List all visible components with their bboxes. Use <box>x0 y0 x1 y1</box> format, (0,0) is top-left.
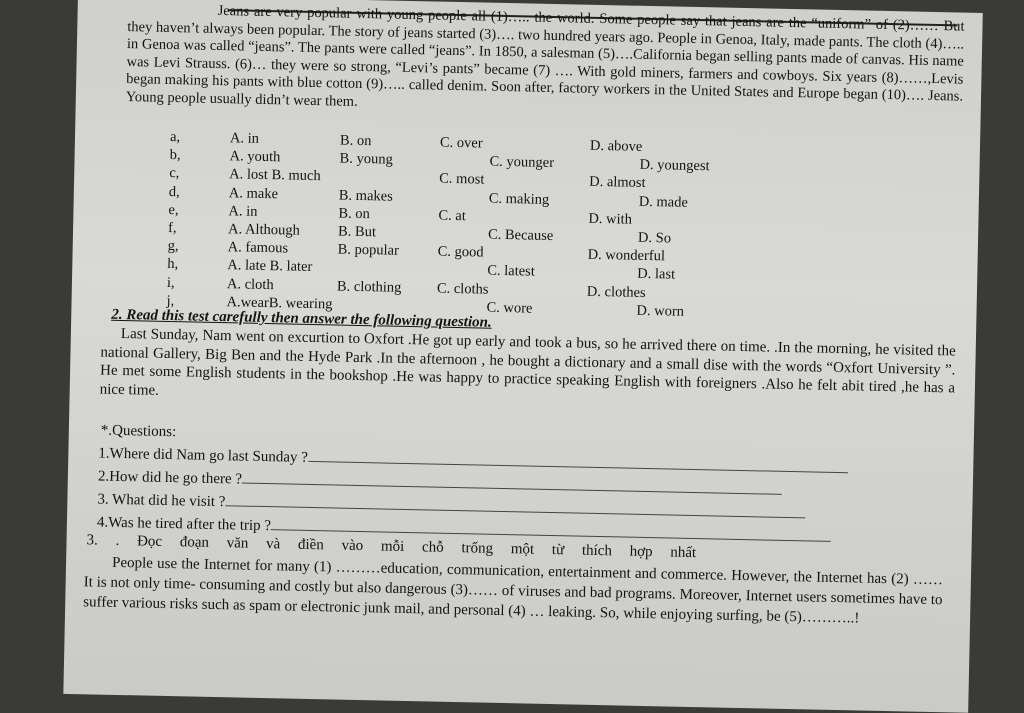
option-d: D. made <box>638 193 689 211</box>
option-a: A. in <box>228 202 258 220</box>
option-label: i, <box>166 274 175 291</box>
option-label: c, <box>169 165 180 182</box>
option-label: g, <box>167 238 179 255</box>
answer-line-1[interactable] <box>308 447 848 473</box>
option-a: A. Although <box>227 221 300 239</box>
option-c: C. good <box>437 243 484 261</box>
option-d: D. above <box>589 137 643 155</box>
option-a: A. in <box>229 130 260 147</box>
option-c: C. at <box>438 207 466 224</box>
option-a: A. youth <box>229 148 281 166</box>
option-label: h, <box>167 256 179 273</box>
questions-heading: *.Questions: <box>100 422 177 441</box>
option-label: b, <box>169 147 181 164</box>
option-d: D. with <box>588 210 633 228</box>
option-b: B. young <box>339 150 393 168</box>
option-c: C. younger <box>489 153 555 172</box>
option-a: A. make <box>228 184 279 202</box>
option-b: B. on <box>338 205 371 222</box>
option-c: C. most <box>439 170 485 188</box>
question-2: 2.How did he go there ? <box>98 466 918 506</box>
nam-passage: Last Sunday, Nam went on excurtion to Oxfort .He got up early and took a bus, so he arrived there on time. .In the morning, he visited the national Gallery, Big Ben and the Hyde Park .In the afternoon , he bought a dictionary and a small dise with the words “Oxfort University ”. He met some English students in the bookshop .He was happy to practice speaking English with foreigners .Also he felt abit tired ,he has a nice time. <box>99 325 956 399</box>
option-d: D. last <box>637 266 676 283</box>
option-a: A. late B. later <box>227 257 313 276</box>
internet-passage: People use the Internet for many (1) ………education, communication, entertainment and commerce. However, the Internet has (2) …… It is not only time- consuming and costly but also dangerous (3)…… of viruses and bad programs. Moreover, Internet users sometimes have to suffer various risks such as spam or electronic junk mail, and personal (4) … leaking. So, while enjoying surfing, be (5)………..! <box>83 554 944 627</box>
option-label: d, <box>168 183 180 200</box>
question-1: 1.Where did Nam go last Sunday ? <box>98 443 918 483</box>
option-c: C. Because <box>487 226 554 244</box>
option-label: j, <box>166 292 175 309</box>
section-2-title: 2. Read this test carefully then answer the following question. <box>111 306 492 331</box>
option-d: D. clothes <box>586 283 646 301</box>
option-c: C. making <box>488 190 550 208</box>
option-c: C. cloths <box>436 280 489 298</box>
option-a: A. lost B. much <box>229 166 321 185</box>
option-b: B. makes <box>338 187 393 205</box>
worksheet-page <box>63 0 982 713</box>
multiple-choice-options <box>166 128 850 324</box>
option-b: B. on <box>339 132 372 150</box>
option-a: A. famous <box>227 239 289 257</box>
option-a: A.wearB. wearing <box>226 293 333 313</box>
question-4: 4.Was he tired after the trip ? <box>97 512 917 552</box>
section-3-title: 3. . Đọc đoạn văn và điền vào mỗi chỗ trống một từ thích hợp nhất <box>86 532 697 562</box>
option-d: D. worn <box>636 302 685 320</box>
option-d: D. almost <box>589 174 646 192</box>
option-c: C. wore <box>486 299 533 317</box>
question-3: 3. What did he visit ? <box>97 489 917 529</box>
option-b: B. popular <box>337 241 400 259</box>
option-d: D. youngest <box>639 156 710 175</box>
jeans-passage: Jeans are very popular with young people all (1)….. the world. Some people say that jeans are the “uniform” of (2)…… But they haven’t always been popular. The story of jeans started (3)…. two hundred years ago. People in Genoa, Italy, made pants. The cloth (4)….. in Genoa was called “jeans”. The pants were called “jeans”. In 1850, a salesman (5)….California began selling pants made of canvas. His name was Levi Strauss. (6)… they were so strong, “Levi’s pants” became (7) …. With gold miners, farmers and cowboys. Six years (8)……,Levis began making his pants with blue cotton (9)….. called denim. Soon after, factory workers in the United States and Europe began (10)…. Jeans. Young people usually didn’t wear them. <box>125 2 965 110</box>
option-label: f, <box>167 219 177 237</box>
option-label: e, <box>168 201 179 218</box>
option-c: C. latest <box>487 262 535 280</box>
option-a: A. cloth <box>226 275 274 293</box>
option-c: C. over <box>439 134 483 152</box>
option-d: D. wonderful <box>587 246 666 265</box>
option-label: a, <box>169 128 181 146</box>
option-d: D. So <box>637 229 672 247</box>
option-b: B. But <box>337 223 377 241</box>
option-b: B. clothing <box>336 277 402 296</box>
